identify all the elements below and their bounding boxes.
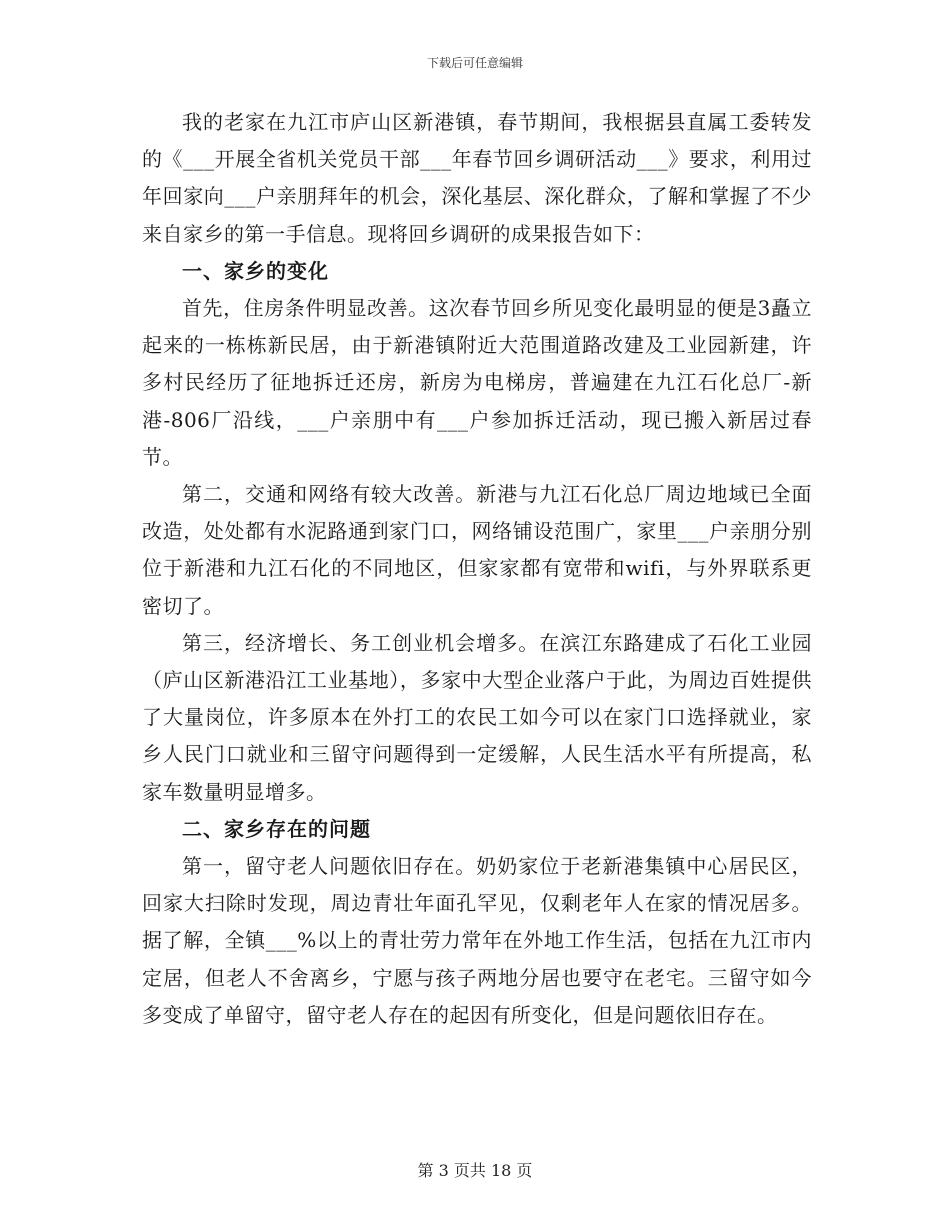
section-heading-changes: 一、家乡的变化 xyxy=(182,258,329,283)
paragraph-economy: 第三，经济增长、务工创业机会增多。在滨江东路建成了石化工业园（庐山区新港沿江工业基地），多家中大型企业落户于此，为周边百姓提供了大量岗位，许多原本在外打工的农民工如今可以在家门口选择就业，家乡人民门口就业和三留守问题得到一定缓解，人民生活水平有所提高，私家车数量明显增多。 xyxy=(142,630,812,804)
document-body xyxy=(142,104,812,1034)
paragraph-transport-network: 第二，交通和网络有较大改善。新港与九江石化总厂周边地域已全面改造，处处都有水泥路通到家门口，网络铺设范围广，家里___户亲朋分别位于新港和九江石化的不同地区，但家家都有宽带和wifi，与外界联系更密切了。 xyxy=(142,482,812,618)
page-footer: 第 3 页共 18 页 xyxy=(417,1161,533,1180)
intro-paragraph: 我的老家在九江市庐山区新港镇，春节期间，我根据县直属工委转发的《___开展全省机关党员干部___年春节回乡调研活动___》要求，利用过年回家向___户亲朋拜年的机会，深化基层、深化群众，了解和掌握了不少来自家乡的第一手信息。现将回乡调研的成果报告如下： xyxy=(142,110,812,246)
section-heading-problems: 二、家乡存在的问题 xyxy=(182,816,371,841)
page-header: 下载后可任意编辑 xyxy=(426,56,523,70)
paragraph-housing: 首先，住房条件明显改善。这次春节回乡所见变化最明显的便是3矗立起来的一栋栋新民居，由于新港镇附近大范围道路改建及工业园新建，许多村民经历了征地拆迁还房，新房为电梯房，普遍建在九江石化总厂-新港-806厂沿线，___户亲朋中有___户参加拆迁活动，现已搬入新居过春节。 xyxy=(142,296,812,469)
paragraph-elderly: 第一，留守老人问题依旧存在。奶奶家位于老新港集镇中心居民区，回家大扫除时发现，周边青壮年面孔罕见，仅剩老年人在家的情况居多。据了解，全镇___%以上的青壮劳力常年在外地工作生活，包括在九江市内定居，但老人不舍离乡，宁愿与孩子两地分居也要守在老宅。三留守如今多变成了单留守，留守老人存在的起因有所变化，但是问题依旧存在。 xyxy=(142,854,812,1027)
